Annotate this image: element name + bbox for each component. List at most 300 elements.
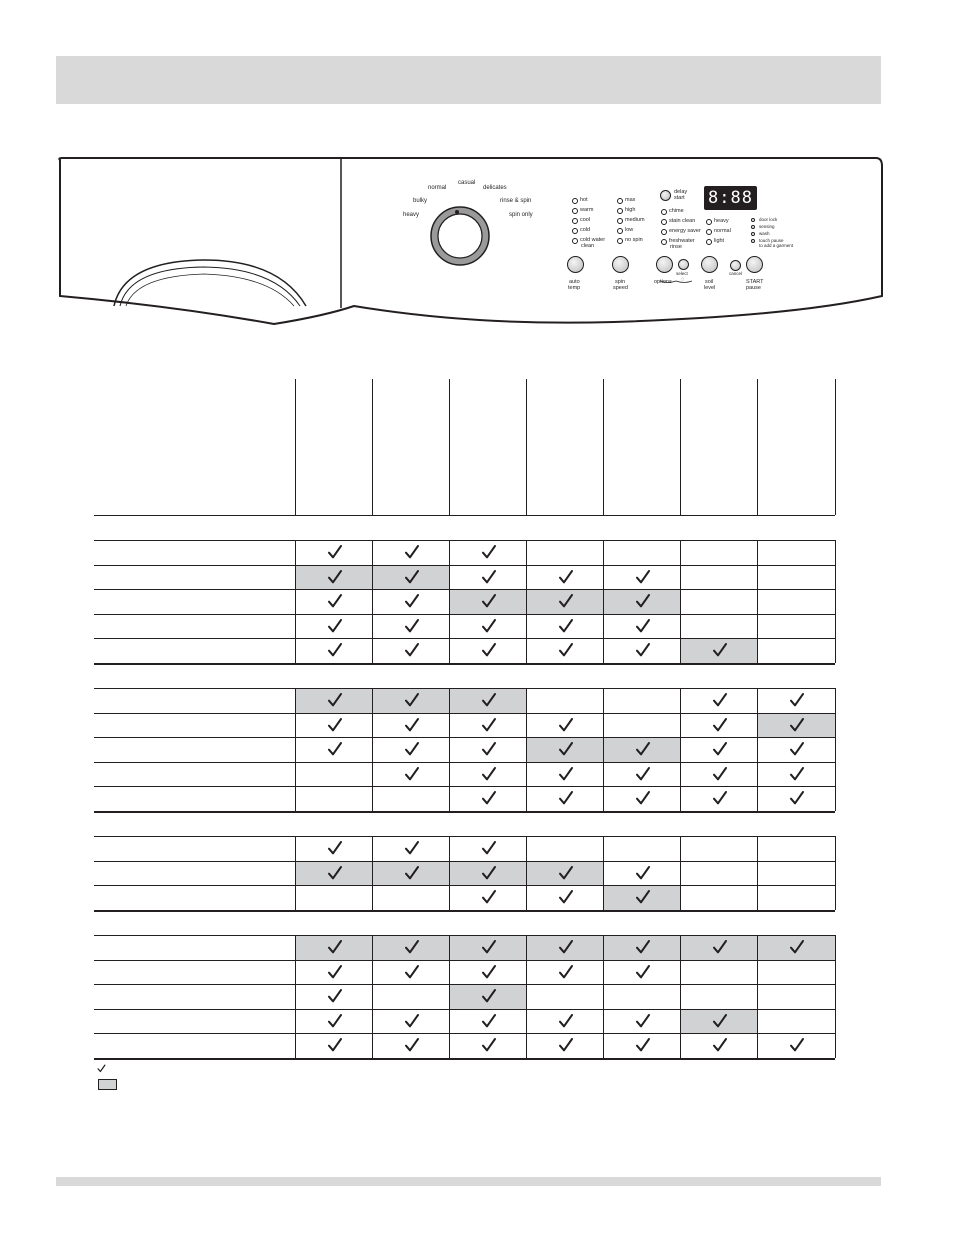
table-cell: [373, 985, 449, 1009]
cancel-button[interactable]: [730, 260, 741, 271]
checkmark-icon: [481, 593, 497, 609]
checkmark-icon: [481, 1037, 497, 1053]
checkmark-icon: [712, 1037, 728, 1053]
table-rule: [94, 565, 835, 566]
table-cell: [681, 1010, 757, 1034]
checkmark-icon: [327, 840, 343, 856]
checkmark-icon: [481, 840, 497, 856]
table-cell: [527, 837, 603, 861]
table-cell: [373, 590, 449, 614]
table-column-rule: [680, 935, 681, 1058]
start-label-button: START: [746, 279, 764, 285]
checkmark-icon: [404, 1013, 420, 1029]
table-cell: [527, 590, 603, 614]
table-cell: [681, 590, 757, 614]
checkmark-icon: [789, 790, 805, 806]
checkmark-icon: [635, 865, 651, 881]
table-cell: [527, 541, 603, 565]
checkmark-icon: [481, 642, 497, 658]
table-column-rule: [757, 688, 758, 811]
spin-low-label: low: [625, 227, 634, 233]
checkmark-icon: [635, 741, 651, 757]
table-rule: [94, 713, 835, 714]
checkmark-icon: [712, 939, 728, 955]
table-cell: [681, 763, 757, 787]
soil-heavy-label: heavy: [714, 218, 729, 224]
auto-label: auto: [569, 279, 580, 285]
led-indicator-icon: [661, 239, 667, 245]
table-cell: [296, 837, 372, 861]
table-cell: [527, 961, 603, 985]
table-cell: [758, 936, 835, 960]
table-cell: [758, 862, 835, 886]
spin-speed-button[interactable]: [612, 256, 629, 273]
table-rule: [94, 688, 835, 689]
checkmark-icon: [327, 865, 343, 881]
table-cell: [373, 961, 449, 985]
led-indicator-icon: [617, 238, 623, 244]
table-column-rule: [295, 935, 296, 1058]
table-rule: [94, 960, 835, 961]
table-rule: [94, 589, 835, 590]
table-column-rule: [757, 540, 758, 663]
table-cell: [758, 985, 835, 1009]
options-button[interactable]: [656, 256, 673, 273]
table-cell: [758, 639, 835, 663]
checkmark-icon: [481, 618, 497, 634]
table-cell: [681, 787, 757, 811]
checkmark-icon: [635, 618, 651, 634]
cycle-heavy-label: heavy: [403, 212, 420, 218]
table-rule: [94, 663, 835, 665]
checkmark-icon: [712, 717, 728, 733]
table-column-rule: [835, 836, 836, 910]
table-cell: [681, 985, 757, 1009]
table-column-rule: [295, 540, 296, 663]
table-cell: [296, 936, 372, 960]
table-column-rule: [603, 379, 604, 515]
checkmark-icon: [789, 741, 805, 757]
start-pause-button[interactable]: [746, 256, 763, 273]
checkmark-icon: [712, 692, 728, 708]
table-cell: [373, 689, 449, 713]
led-indicator-icon: [572, 208, 578, 214]
table-cell: [604, 985, 680, 1009]
table-cell: [681, 837, 757, 861]
delay-label: delay: [674, 189, 688, 195]
table-column-rule: [603, 836, 604, 910]
table-column-rule: [603, 935, 604, 1058]
table-column-rule: [835, 379, 836, 515]
checkmark-icon: [635, 964, 651, 980]
table-cell: [681, 1034, 757, 1058]
table-column-rule: [526, 935, 527, 1058]
table-cell: [681, 541, 757, 565]
table-column-rule: [372, 688, 373, 811]
table-cell: [296, 639, 372, 663]
table-rule: [94, 515, 835, 516]
status-sensing-label: sensing: [759, 224, 775, 229]
table-cell: [450, 837, 526, 861]
checkmark-icon: [558, 790, 574, 806]
cycle-delicates-label: delicates: [483, 185, 507, 191]
table-cell: [758, 541, 835, 565]
checkmark-icon: [558, 741, 574, 757]
checkmark-icon: [712, 766, 728, 782]
checkmark-icon: [481, 692, 497, 708]
table-cell: [758, 566, 835, 590]
checkmark-icon: [404, 865, 420, 881]
option-energy-saver-label: energy saver: [669, 228, 701, 234]
checkmark-icon: [327, 593, 343, 609]
checkmark-icon: [327, 1037, 343, 1053]
table-cell: [373, 936, 449, 960]
table-cell: [604, 541, 680, 565]
checkmark-icon: [558, 569, 574, 585]
checkmark-icon: [712, 1013, 728, 1029]
table-rule: [94, 1058, 835, 1060]
table-cell: [450, 763, 526, 787]
table-cell: [450, 1010, 526, 1034]
soil-normal-label: normal: [714, 228, 731, 234]
table-cell: [604, 961, 680, 985]
checkmark-icon: [327, 692, 343, 708]
checkmark-icon: [404, 840, 420, 856]
led-indicator-icon: [617, 228, 623, 234]
checkmark-icon: [481, 865, 497, 881]
spin-max-label: max: [625, 197, 636, 203]
table-cell: [373, 639, 449, 663]
temp-cool-label: cool: [580, 217, 591, 223]
table-cell: [527, 689, 603, 713]
table-column-rule: [680, 688, 681, 811]
checkmark-icon: [558, 593, 574, 609]
checkmark-icon: [558, 939, 574, 955]
checkmark-icon: [404, 618, 420, 634]
footer-bar: [56, 1177, 881, 1186]
table-cell: [681, 615, 757, 639]
table-cell: [450, 714, 526, 738]
led-indicator-icon: [661, 219, 667, 225]
led-indicator-icon: [706, 229, 712, 235]
table-rule: [94, 885, 835, 886]
checkmark-icon: [404, 939, 420, 955]
table-column-rule: [603, 540, 604, 663]
table-rule: [94, 984, 835, 985]
table-cell: [758, 1010, 835, 1034]
checkmark-icon: [404, 766, 420, 782]
table-column-rule: [526, 540, 527, 663]
table-cell: [296, 862, 372, 886]
checkmark-icon: [404, 642, 420, 658]
checkmark-icon: [558, 964, 574, 980]
table-cell: [373, 1034, 449, 1058]
table-column-rule: [835, 540, 836, 663]
checkmark-icon: [481, 889, 497, 905]
led-indicator-icon: [617, 208, 623, 214]
table-cell: [604, 590, 680, 614]
cycle-spin-only-label: spin only: [509, 212, 533, 218]
table-cell: [604, 763, 680, 787]
led-indicator-icon: [572, 238, 578, 244]
table-cell: [604, 738, 680, 762]
checkmark-icon: [327, 642, 343, 658]
checkmark-icon: [635, 766, 651, 782]
table-cell: [604, 566, 680, 590]
led-indicator-icon: [706, 219, 712, 225]
table-rule: [94, 811, 835, 813]
table-column-rule: [835, 935, 836, 1058]
table-cell: [604, 639, 680, 663]
table-cell: [527, 985, 603, 1009]
table-rule: [94, 861, 835, 862]
soil-light-label: light: [714, 238, 725, 244]
table-cell: [296, 590, 372, 614]
table-cell: [373, 541, 449, 565]
table-cell: [604, 615, 680, 639]
led-indicator-icon: [572, 218, 578, 224]
led-indicator-icon: [572, 228, 578, 234]
table-column-rule: [757, 935, 758, 1058]
checkmark-icon: [789, 692, 805, 708]
checkmark-icon: [327, 544, 343, 560]
checkmark-icon: [558, 618, 574, 634]
table-column-rule: [449, 379, 450, 515]
table-cell: [450, 738, 526, 762]
led-indicator-icon: [751, 218, 755, 222]
checkmark-icon: [635, 569, 651, 585]
select-label: select: [676, 271, 688, 276]
table-cell: [296, 566, 372, 590]
options-select-button[interactable]: [678, 259, 689, 270]
table-cell: [604, 714, 680, 738]
status-door-lock-label: door lock: [759, 217, 778, 222]
checkmark-icon: [481, 1013, 497, 1029]
table-column-rule: [603, 688, 604, 811]
checkmark-icon: [481, 988, 497, 1004]
table-column-rule: [835, 688, 836, 811]
table-column-rule: [295, 836, 296, 910]
table-cell: [450, 566, 526, 590]
table-column-rule: [295, 688, 296, 811]
table-cell: [296, 615, 372, 639]
auto-temp-button[interactable]: [567, 256, 584, 273]
table-cell: [681, 862, 757, 886]
delay-start-button[interactable]: [660, 190, 671, 201]
table-cell: [527, 763, 603, 787]
checkmark-icon: [481, 964, 497, 980]
table-cell: [604, 1034, 680, 1058]
temp-label: temp: [568, 285, 581, 291]
temp-cold-label: cold: [580, 227, 591, 233]
table-cell: [450, 961, 526, 985]
table-cell: [373, 738, 449, 762]
table-rule: [94, 1033, 835, 1034]
header-bar: [56, 56, 881, 104]
soil-level-button[interactable]: [701, 256, 718, 273]
table-cell: [604, 787, 680, 811]
table-cell: [296, 985, 372, 1009]
checkmark-icon: [404, 569, 420, 585]
table-cell: [450, 862, 526, 886]
cycle-normal-label: normal: [428, 185, 447, 191]
checkmark-icon: [481, 544, 497, 560]
temp-hot-label: hot: [580, 197, 588, 203]
table-cell: [681, 639, 757, 663]
table-cell: [373, 1010, 449, 1034]
table-cell: [296, 689, 372, 713]
table-cell: [373, 787, 449, 811]
checkmark-icon: [558, 1013, 574, 1029]
table-cell: [527, 787, 603, 811]
table-cell: [681, 566, 757, 590]
checkmark-icon: [481, 939, 497, 955]
checkmark-icon: [558, 889, 574, 905]
table-cell: [296, 763, 372, 787]
checkmark-icon: [404, 964, 420, 980]
table-cell: [604, 886, 680, 910]
checkmark-icon: [712, 790, 728, 806]
spin-label: spin: [615, 279, 626, 285]
table-cell: [296, 886, 372, 910]
checkmark-icon: [404, 1037, 420, 1053]
table-cell: [604, 689, 680, 713]
checkmark-icon: [635, 939, 651, 955]
checkmark-icon: [558, 717, 574, 733]
status-touch-pause-label: touch pause: [759, 238, 784, 243]
table-cell: [296, 541, 372, 565]
checkmark-icon: [789, 1037, 805, 1053]
led-indicator-icon: [661, 209, 667, 215]
checkmark-icon: [404, 544, 420, 560]
time-display: 8:88: [704, 186, 757, 210]
checkmark-icon: [481, 741, 497, 757]
checkmark-icon: [558, 642, 574, 658]
table-cell: [296, 1034, 372, 1058]
checkmark-icon: [327, 964, 343, 980]
checkmark-icon: [327, 1013, 343, 1029]
table-cell: [527, 639, 603, 663]
tub-light-icon: ◌: [681, 277, 685, 283]
checkmark-icon: [712, 741, 728, 757]
led-indicator-icon: [572, 198, 578, 204]
table-cell: [373, 714, 449, 738]
table-column-rule: [449, 540, 450, 663]
table-column-rule: [295, 379, 296, 515]
checkmark-icon: [558, 865, 574, 881]
table-cell: [373, 566, 449, 590]
table-cell: [450, 639, 526, 663]
table-rule: [94, 614, 835, 615]
status-add-garment-label: to add a garment: [759, 243, 794, 248]
table-cell: [450, 886, 526, 910]
table-cell: [527, 615, 603, 639]
checkmark-icon: [327, 717, 343, 733]
table-cell: [450, 590, 526, 614]
led-indicator-icon: [751, 232, 755, 236]
checkmark-icon: [635, 790, 651, 806]
temp-warm-label: warm: [580, 207, 594, 213]
led-indicator-icon: [617, 218, 623, 224]
table-cell: [296, 714, 372, 738]
table-cell: [758, 837, 835, 861]
checkmark-icon: [558, 1037, 574, 1053]
table-cell: [373, 615, 449, 639]
table-cell: [450, 787, 526, 811]
led-indicator-icon: [751, 239, 755, 243]
table-cell: [758, 738, 835, 762]
table-cell: [758, 787, 835, 811]
legend-shaded-swatch: [98, 1079, 117, 1090]
table-column-rule: [372, 379, 373, 515]
temp-cold-water-label: cold water: [580, 237, 606, 243]
checkmark-icon: [404, 741, 420, 757]
cycle-bulky-label: bulky: [413, 198, 428, 204]
table-cell: [296, 1010, 372, 1034]
checkmark-icon: [404, 692, 420, 708]
status-wash-label: wash: [759, 231, 770, 236]
level-label: level: [704, 285, 716, 291]
table-cell: [296, 961, 372, 985]
option-stain-clean-label: stain clean: [669, 218, 696, 224]
spin-medium-label: medium: [625, 217, 645, 223]
checkmark-icon: [481, 717, 497, 733]
table-rule: [94, 786, 835, 787]
table-rule: [94, 1009, 835, 1010]
checkmark-icon: [635, 889, 651, 905]
table-cell: [527, 1010, 603, 1034]
table-cell: [681, 936, 757, 960]
table-cell: [373, 837, 449, 861]
table-cell: [604, 837, 680, 861]
table-rule: [94, 836, 835, 837]
table-cell: [527, 714, 603, 738]
start-label: start: [674, 195, 685, 201]
checkmark-icon: [481, 569, 497, 585]
table-cell: [681, 689, 757, 713]
table-cell: [373, 862, 449, 886]
table-column-rule: [372, 540, 373, 663]
spin-high-label: high: [625, 207, 636, 213]
cancel-label: cancel: [729, 271, 743, 276]
checkmark-icon: [558, 766, 574, 782]
speed-label: speed: [613, 285, 628, 291]
table-rule: [94, 935, 835, 936]
legend-checkmark-icon: [97, 1064, 106, 1073]
spin-no-spin-label: no spin: [625, 237, 643, 243]
table-column-rule: [449, 688, 450, 811]
checkmark-icon: [327, 988, 343, 1004]
table-cell: [296, 738, 372, 762]
soil-label: soil: [705, 279, 714, 285]
pause-label: pause: [746, 285, 761, 291]
checkmark-icon: [327, 939, 343, 955]
table-cell: [758, 615, 835, 639]
checkmark-icon: [327, 741, 343, 757]
table-cell: [450, 936, 526, 960]
table-column-rule: [372, 836, 373, 910]
checkmark-icon: [481, 766, 497, 782]
table-cell: [758, 689, 835, 713]
temp-clean-label: clean: [581, 243, 595, 249]
table-cell: [527, 886, 603, 910]
options-label: options: [654, 279, 672, 285]
table-column-rule: [757, 379, 758, 515]
table-rule: [94, 540, 835, 541]
checkmark-icon: [635, 1037, 651, 1053]
cycle-casual-label: casual: [458, 180, 476, 186]
table-cell: [527, 936, 603, 960]
